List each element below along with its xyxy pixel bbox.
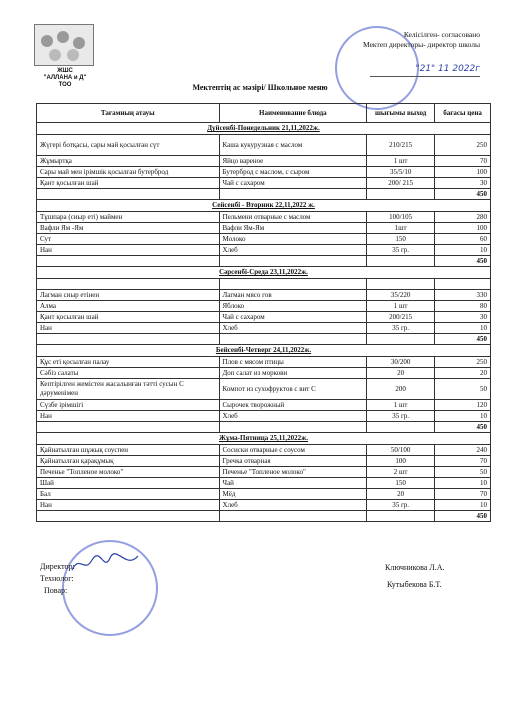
logo-line1: ЖШС xyxy=(57,68,73,74)
dish-kz: Алма xyxy=(37,301,220,312)
dish-price: 30 xyxy=(435,312,491,323)
dish-price: 100 xyxy=(435,167,491,178)
dish-price: 10 xyxy=(435,411,491,422)
table-row xyxy=(37,456,491,467)
dish-ru: Молоко xyxy=(219,234,367,245)
total-row xyxy=(37,511,491,522)
dish-kz: Сары май мен ірімшік қосылған бутерброд xyxy=(37,167,220,178)
table-row xyxy=(37,135,491,156)
day-total: 450 xyxy=(435,511,491,522)
dish-price: 250 xyxy=(435,357,491,368)
dish-ru: Яйцо вареное xyxy=(219,156,367,167)
day-header-row xyxy=(37,433,491,445)
dish-output: 35/220 xyxy=(367,290,435,301)
dish-price: 70 xyxy=(435,156,491,167)
dish-output: 20 xyxy=(367,489,435,500)
logo-line2: "АЛЛАНА и Д" xyxy=(43,75,87,81)
day-header-row xyxy=(37,200,491,212)
dish-kz: Құс еті қосылған палау xyxy=(37,357,220,368)
dish-kz: Шай xyxy=(37,478,220,489)
dish-price: 10 xyxy=(435,245,491,256)
dish-price: 70 xyxy=(435,456,491,467)
dish-output: 200 xyxy=(367,379,435,400)
total-row xyxy=(37,256,491,267)
dish-price: 280 xyxy=(435,212,491,223)
dish-ru: Хлеб xyxy=(219,323,367,334)
total-row xyxy=(37,422,491,433)
dish-output: 30/200 xyxy=(367,357,435,368)
empty-cell xyxy=(37,189,220,200)
dish-kz: Лагман сиыр етінен xyxy=(37,290,220,301)
company-logo xyxy=(34,24,96,86)
dish-price: 330 xyxy=(435,290,491,301)
dish-price: 120 xyxy=(435,400,491,411)
table-row xyxy=(37,368,491,379)
dish-ru: Компот из сухофруктов с вит С xyxy=(219,379,367,400)
dish-price: 20 xyxy=(435,368,491,379)
dish-ru: Каша кукурузная с маслом xyxy=(219,135,367,156)
table-row xyxy=(37,290,491,301)
dish-price: 60 xyxy=(435,234,491,245)
day-label: Сейсенбі - Вторник 22,11,2022 ж. xyxy=(37,200,491,212)
dish-price: 70 xyxy=(435,489,491,500)
table-row xyxy=(37,478,491,489)
dish-kz: Сүзбе ірімшігі xyxy=(37,400,220,411)
table-row xyxy=(37,379,491,400)
table-row xyxy=(37,167,491,178)
dish-kz: Нан xyxy=(37,323,220,334)
dish-price: 100 xyxy=(435,223,491,234)
dish-price: 10 xyxy=(435,500,491,511)
day-label: Жұма-Пятница 25,11,2022ж. xyxy=(37,433,491,445)
dish-ru: Гречка отварная xyxy=(219,456,367,467)
approval-underline xyxy=(370,76,480,77)
dish-kz: Қайнатылған шұжық соуспен xyxy=(37,445,220,456)
dish-kz: Вафли Ям -Ям xyxy=(37,223,220,234)
dish-ru: Хлеб xyxy=(219,411,367,422)
empty-cell xyxy=(37,511,220,522)
director-signature xyxy=(70,552,140,577)
dish-ru: Чай с сахаром xyxy=(219,178,367,189)
table-row xyxy=(37,178,491,189)
dish-output: 200/215 xyxy=(367,312,435,323)
dish-kz: Тұшпара (сиыр еті) маймен xyxy=(37,212,220,223)
dish-output: 1шт xyxy=(367,223,435,234)
table-row xyxy=(37,400,491,411)
empty-cell xyxy=(435,279,491,290)
day-total: 450 xyxy=(435,422,491,433)
dish-ru: Доп салат из моркови xyxy=(219,368,367,379)
empty-cell xyxy=(37,334,220,345)
table-row xyxy=(37,223,491,234)
table-row xyxy=(37,156,491,167)
dish-ru: Хлеб xyxy=(219,500,367,511)
dish-output: 1 шт xyxy=(367,156,435,167)
dish-output: 35 гр. xyxy=(367,500,435,511)
day-header-row xyxy=(37,345,491,357)
total-row xyxy=(37,189,491,200)
day-label: Бейсенбі-Четверг 24,11,2022ж. xyxy=(37,345,491,357)
dish-output: 100 xyxy=(367,456,435,467)
dish-price: 10 xyxy=(435,323,491,334)
dish-price: 80 xyxy=(435,301,491,312)
dish-kz: Кептірілген жемістен жасалынған тәтті сусын С дәруменімен xyxy=(37,379,220,400)
table-row xyxy=(37,234,491,245)
dish-output: 2 шт xyxy=(367,467,435,478)
table-row xyxy=(37,301,491,312)
day-total: 450 xyxy=(435,189,491,200)
dish-kz: Сут xyxy=(37,234,220,245)
header-ru: Наименование блюда xyxy=(219,104,367,123)
table-row xyxy=(37,489,491,500)
page-title: Мектептің ас мәзірі/ Школьное меню xyxy=(192,83,328,92)
dish-output: 20 xyxy=(367,368,435,379)
spacer-row xyxy=(37,279,491,290)
dish-ru: Пельмени отварные с маслом xyxy=(219,212,367,223)
dish-kz: Нан xyxy=(37,245,220,256)
director-label: Директор: xyxy=(40,562,75,571)
table-header-row xyxy=(37,104,491,123)
dish-output: 200/ 215 xyxy=(367,178,435,189)
dish-ru: Плов с мясом птицы xyxy=(219,357,367,368)
dish-ru: Бутерброд с маслом, с сыром xyxy=(219,167,367,178)
table-row xyxy=(37,411,491,422)
approval-block xyxy=(330,30,480,77)
dish-ru: Мёд xyxy=(219,489,367,500)
logo-image xyxy=(34,24,94,66)
empty-cell xyxy=(367,422,435,433)
dish-kz: Нан xyxy=(37,500,220,511)
empty-cell xyxy=(219,511,367,522)
logo-line3: ТОО xyxy=(58,82,72,88)
dish-price: 50 xyxy=(435,467,491,478)
dish-kz: Қант қосылған шай xyxy=(37,178,220,189)
empty-cell xyxy=(219,189,367,200)
dish-kz: Сәбіз салаты xyxy=(37,368,220,379)
empty-cell xyxy=(219,422,367,433)
day-total: 450 xyxy=(435,334,491,345)
dish-kz: Жүгері ботқасы, сары май қосылған сүт xyxy=(37,135,220,156)
day-label: Дүйсенбі-Понедельник 21,11,2022ж. xyxy=(37,123,491,135)
dish-kz: Печенье "Топленое молоко" xyxy=(37,467,220,478)
dish-output: 1 шт xyxy=(367,400,435,411)
table-row xyxy=(37,323,491,334)
table-row xyxy=(37,212,491,223)
empty-cell xyxy=(219,279,367,290)
director-name: Ключникова Л.А. xyxy=(385,563,445,572)
dish-price: 50 xyxy=(435,379,491,400)
dish-output: 35/5/10 xyxy=(367,167,435,178)
dish-output: 210/215 xyxy=(367,135,435,156)
empty-cell xyxy=(367,279,435,290)
dish-price: 10 xyxy=(435,478,491,489)
dish-kz: Қант қосылған шай xyxy=(37,312,220,323)
menu-table xyxy=(36,103,491,522)
empty-cell xyxy=(367,189,435,200)
dish-output: 1 шт xyxy=(367,301,435,312)
approval-date: "21" 11 2022г xyxy=(415,64,480,74)
empty-cell xyxy=(37,279,220,290)
technologist-label: Технолог: xyxy=(40,574,74,583)
table-row xyxy=(37,245,491,256)
header-kz: Тағамның атауы xyxy=(37,104,220,123)
dish-ru: Сырочек творожный xyxy=(219,400,367,411)
dish-ru: Чай с сахаром xyxy=(219,312,367,323)
empty-cell xyxy=(37,256,220,267)
empty-cell xyxy=(219,334,367,345)
day-header-row xyxy=(37,123,491,135)
dish-kz: Жұмыртқа xyxy=(37,156,220,167)
cook-label: Повар: xyxy=(44,586,68,595)
day-label: Сәрсенбі-Среда 23,11,2022ж. xyxy=(37,267,491,279)
dish-output: 35 гр. xyxy=(367,411,435,422)
dish-price: 240 xyxy=(435,445,491,456)
dish-kz: Бал xyxy=(37,489,220,500)
dish-output: 35 гр. xyxy=(367,323,435,334)
dish-output: 100/105 xyxy=(367,212,435,223)
empty-cell xyxy=(37,422,220,433)
dish-ru: Печенье "Топленое молоко" xyxy=(219,467,367,478)
dish-ru: Лагман мясо гов xyxy=(219,290,367,301)
dish-output: 50/100 xyxy=(367,445,435,456)
dish-price: 30 xyxy=(435,178,491,189)
empty-cell xyxy=(367,334,435,345)
dish-output: 35 гр. xyxy=(367,245,435,256)
header-price: бағасы цена xyxy=(435,104,491,123)
day-header-row xyxy=(37,267,491,279)
dish-ru: Яблоко xyxy=(219,301,367,312)
table-row xyxy=(37,357,491,368)
technologist-name: Кутыбекова Б.Т. xyxy=(387,580,442,589)
empty-cell xyxy=(367,511,435,522)
empty-cell xyxy=(367,256,435,267)
dish-ru: Сосиски отварные с соусом xyxy=(219,445,367,456)
dish-price: 250 xyxy=(435,135,491,156)
empty-cell xyxy=(219,256,367,267)
dish-kz: Нан xyxy=(37,411,220,422)
table-row xyxy=(37,467,491,478)
total-row xyxy=(37,334,491,345)
header-output: шығымы выход xyxy=(367,104,435,123)
table-row xyxy=(37,500,491,511)
day-total: 450 xyxy=(435,256,491,267)
approval-line1: Келісілген- согласовано xyxy=(403,30,480,39)
dish-ru: Вафли Ям-Ям xyxy=(219,223,367,234)
dish-output: 150 xyxy=(367,234,435,245)
dish-ru: Чай xyxy=(219,478,367,489)
table-row xyxy=(37,445,491,456)
approval-line2: Мектеп директоры- директор школы xyxy=(363,40,480,49)
dish-output: 150 xyxy=(367,478,435,489)
table-row xyxy=(37,312,491,323)
dish-kz: Қайнатылған қарақұмық xyxy=(37,456,220,467)
dish-ru: Хлеб xyxy=(219,245,367,256)
